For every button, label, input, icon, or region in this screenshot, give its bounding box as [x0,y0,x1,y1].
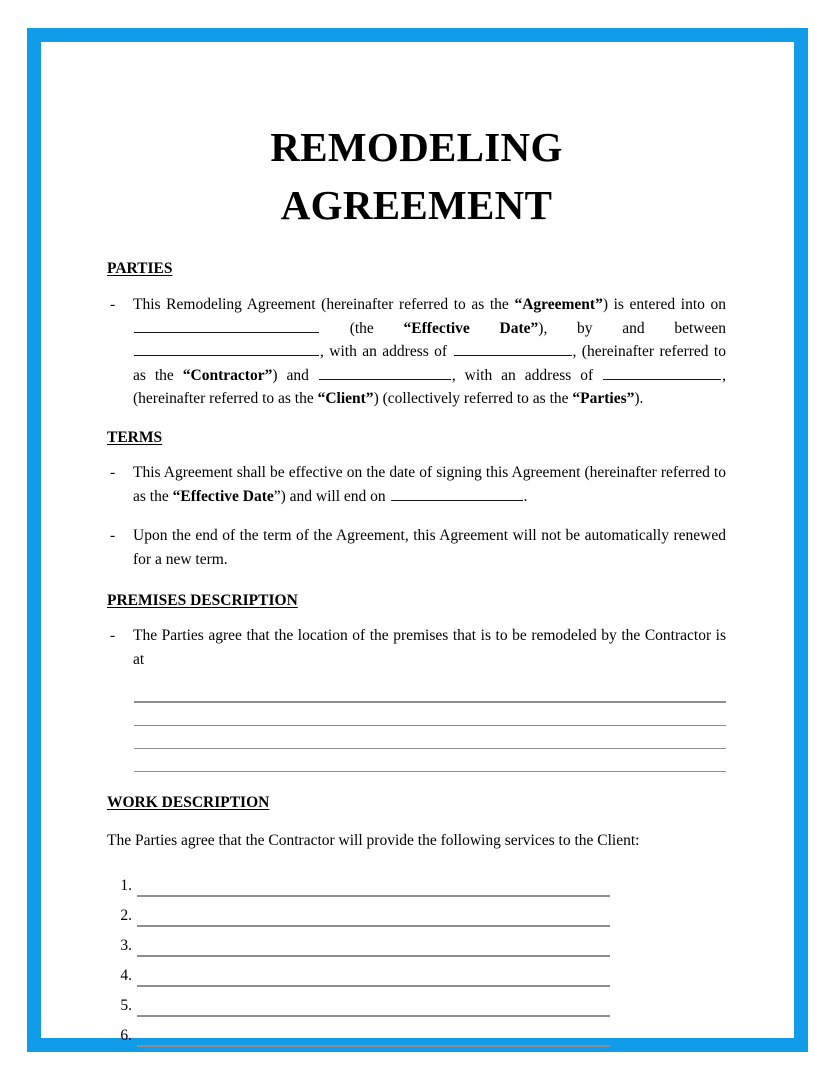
parties-term-client: “Client” [317,390,374,408]
terms-text-1: This Agreement shall be effective on the date of signing this Agreement (hereinafter referred to as the [133,464,726,505]
premises-bullet-item [107,624,726,671]
section-terms-heading-row [107,429,726,448]
work-service-item [107,987,726,1017]
bullet-dash-icon: - [110,627,116,645]
parties-term-effective-date: “Effective Date” [403,319,539,337]
terms-blank-end-date[interactable] [391,485,523,501]
section-heading-parties: PARTIES [107,260,173,278]
parties-term-contractor: “Contractor” [182,366,273,384]
parties-text-4: ), by and between [538,319,726,337]
parties-blank-contractor-address[interactable] [454,340,572,356]
section-parties-heading-row [107,260,726,279]
work-service-blank-6[interactable] [137,1045,610,1046]
parties-text-9: , (hereinafter referred to as the [133,366,726,408]
parties-blank-client-name[interactable] [319,364,451,380]
work-service-blank-1[interactable] [137,895,610,896]
work-intro-text: The Parties agree that the Contractor will provide the following services to the Client: [107,832,640,850]
parties-text-10: ) (collectively referred to as the [373,390,573,408]
section-heading-premises: PREMISES DESCRIPTION [107,591,298,609]
work-service-item [107,957,726,987]
section-work-heading-row [107,794,726,813]
work-service-number: 4. [120,967,132,985]
bullet-dash-icon: - [110,527,116,545]
terms-bullet-item-1 [107,461,726,508]
document-title-line-1: REMODELING [270,124,563,170]
parties-blank-client-address[interactable] [603,364,721,380]
parties-text-11: ). [634,390,644,408]
bullet-dash-icon: - [110,464,116,482]
parties-term-agreement: “Agreement” [514,296,603,314]
work-service-number: 6. [120,1027,132,1045]
parties-paragraph [133,293,726,411]
section-heading-work: WORK DESCRIPTION [107,794,270,812]
work-service-number: 1. [120,877,132,895]
parties-term-parties: “Parties” [572,390,635,408]
parties-text-6: , (hereinafter referred to as the [133,343,726,384]
document-page [41,42,794,1045]
terms-bullet-item-2 [107,524,726,571]
premises-paragraph: The Parties agree that the location of the premises that is to be remodeled by the Contractor is at [133,627,726,668]
section-premises-heading-row [107,592,726,611]
terms-paragraph-1 [133,461,726,508]
work-service-number: 3. [120,937,132,955]
parties-text-2: ) is entered into on [602,296,726,314]
parties-text-8: , with an address of [451,366,603,384]
parties-blank-contractor-name[interactable] [134,340,319,356]
parties-text-5: , with an address of [320,343,453,361]
parties-text-3: (the [320,319,404,337]
work-service-number: 2. [120,907,132,925]
premises-ruled-lines [107,701,726,772]
terms-paragraph-2: Upon the end of the term of the Agreement, this Agreement will not be automatically renewed for a new term. [133,527,726,568]
bullet-dash-icon: - [110,296,116,314]
work-service-item [107,867,726,897]
work-service-blank-4[interactable] [137,985,610,986]
terms-text-2: ”) and will end on [273,487,390,505]
work-service-item [107,897,726,927]
terms-text-3: . [523,487,528,505]
parties-bullet-item [107,293,726,411]
document-title-line-2: AGREEMENT [280,182,553,229]
work-services-list [107,867,726,1047]
work-service-blank-3[interactable] [137,955,610,956]
parties-text-1: This Remodeling Agreement (hereinafter referred to as the [133,296,515,314]
document-title [107,110,726,234]
parties-blank-effective-date[interactable] [134,317,319,333]
section-heading-terms: TERMS [107,428,163,446]
work-service-blank-2[interactable] [137,925,610,926]
work-service-item [107,927,726,957]
work-service-item [107,1017,726,1047]
document-body [107,110,726,1047]
work-service-blank-5[interactable] [137,1015,610,1016]
work-service-number: 5. [120,997,132,1015]
parties-text-7: ) and [272,366,318,384]
terms-term-effective-date: “Effective Date [172,487,274,505]
document-blue-border-frame [27,28,808,1052]
